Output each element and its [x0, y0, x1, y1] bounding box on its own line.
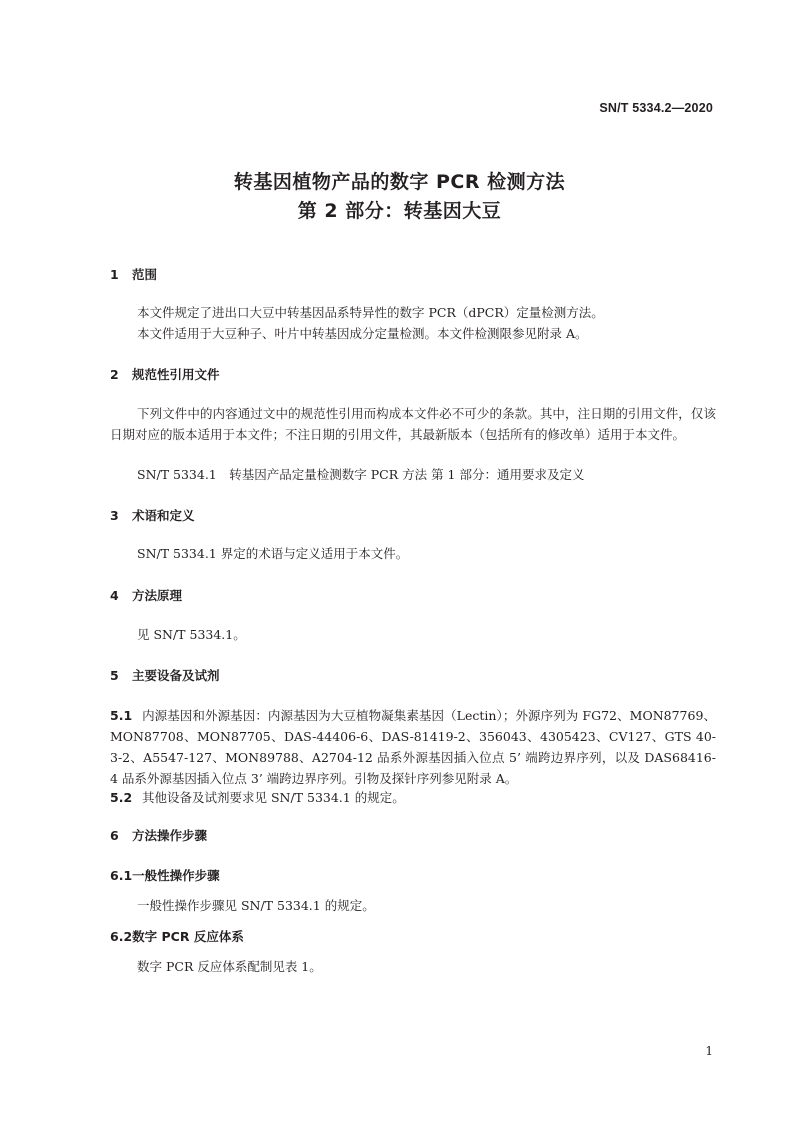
section-title: 术语和定义 — [132, 508, 195, 523]
clause-number: 5.1 — [110, 708, 133, 723]
section-2-paragraph-1: 下列文件中的内容通过文中的规范性引用而构成本文件必不可少的条款。其中，注日期的引用文件，仅该日期对应的版本适用于本文件；不注日期的引用文件，其最新版本（包括所有的修改单）适用于本文件。 — [110, 406, 716, 442]
clause-6-2-heading — [110, 927, 244, 945]
page-number: 1 — [705, 1044, 713, 1058]
section-3-paragraph-1: SN/T 5334.1 界定的术语与定义适用于本文件。 — [137, 546, 409, 561]
section-number: 1 — [110, 267, 119, 282]
document-title: 转基因植物产品的数字 PCR 检测方法 — [233, 171, 566, 193]
section-1-paragraph-1: 本文件规定了进出口大豆中转基因品系特异性的数字 PCR（dPCR）定量检测方法。 — [137, 305, 604, 320]
section-title: 方法操作步骤 — [132, 828, 208, 843]
section-number: 6 — [110, 828, 119, 843]
section-number: 2 — [110, 367, 119, 382]
section-4-heading — [110, 586, 182, 604]
section-title: 范围 — [132, 267, 158, 282]
clause-number: 5.2 — [110, 790, 133, 805]
section-title: 规范性引用文件 — [132, 367, 220, 382]
clause-6-1-text: 一般性操作步骤见 SN/T 5334.1 的规定。 — [137, 898, 375, 913]
normative-reference: SN/T 5334.1 转基因产品定量检测数字 PCR 方法 第 1 部分：通用要求及定义 — [137, 467, 585, 482]
clause-text: 其他设备及试剂要求见 SN/T 5334.1 的规定。 — [142, 790, 405, 805]
clause-title: 一般性操作步骤 — [132, 868, 220, 883]
clause-5-2 — [110, 787, 716, 808]
section-number: 5 — [110, 668, 119, 683]
section-2-heading — [110, 365, 220, 383]
section-title: 方法原理 — [132, 588, 183, 603]
section-number: 3 — [110, 508, 119, 523]
clause-5-1 — [110, 705, 716, 789]
document-subtitle: 第 2 部分：转基因大豆 — [297, 200, 502, 222]
section-3-heading — [110, 506, 195, 524]
clause-number: 6.2 — [110, 929, 133, 944]
clause-6-1-heading — [110, 866, 220, 884]
section-number: 4 — [110, 588, 119, 603]
section-title: 主要设备及试剂 — [132, 668, 220, 683]
section-6-heading — [110, 826, 207, 844]
clause-title: 数字 PCR 反应体系 — [132, 929, 244, 944]
clause-text: 内源基因和外源基因：内源基因为大豆植物凝集素基因（Lectin）；外源序列为 FG72、MON87769、MON87708、MON87705、DAS-44406-6、DAS-81419-2、356043、4305423、CV127、GTS 40-3-2、A5547-127、MON89788、A2704-12 品系外源基因插入位点 5’ 端跨边界序列，以及 DAS68416-4 品系外源基因插入位点 3’ 端跨边界序列。引物及探针序列参见附录 A。 — [110, 708, 716, 786]
section-1-paragraph-2: 本文件适用于大豆种子、叶片中转基因成分定量检测。本文件检测限参见附录 A。 — [137, 326, 588, 341]
clause-number: 6.1 — [110, 868, 133, 883]
section-5-heading — [110, 666, 220, 684]
clause-6-2-text: 数字 PCR 反应体系配制见表 1。 — [137, 959, 322, 974]
standard-code: SN/T 5334.2—2020 — [599, 101, 713, 115]
section-4-paragraph-1: 见 SN/T 5334.1。 — [137, 627, 246, 642]
section-1-heading — [110, 265, 157, 283]
